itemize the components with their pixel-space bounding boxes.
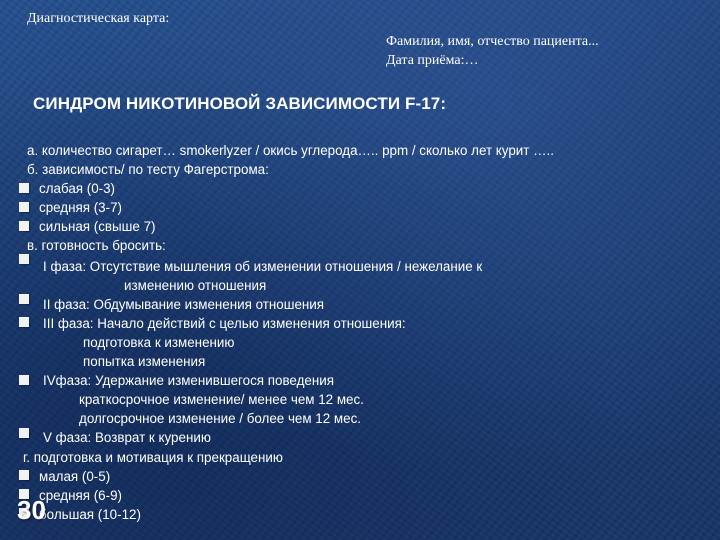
square-bullet-icon [19,317,29,327]
square-bullet-icon [19,470,29,480]
square-bullet-icon [19,202,29,212]
list-item-weak: слабая (0-3) [39,181,116,196]
slide-number: 30 [17,495,46,525]
list-item-strong: сильная (свыше 7) [39,219,156,234]
list-item-phase-5: V фаза: Возврат к курению [43,430,211,445]
item-b-dependence: б. зависимость/ по тесту Фагерстрома: [27,162,269,177]
item-a-cigarette-count: а. количество сигарет… smokerlyzer / окись углерода….. ppm / сколько лет курит ….. [27,143,554,158]
header-left-label: Диагностическая карта: [27,11,170,26]
list-item-phase-4-long: долгосрочное изменение / более чем 12 мес. [79,411,361,426]
list-item-phase-1-cont: изменению отношения [124,278,267,293]
page-title: СИНДРОМ НИКОТИНОВОЙ ЗАВИСИМОСТИ F-17: [33,94,447,113]
list-item-phase-3: III фаза: Начало действий с целью изменения отношения: [43,316,406,331]
list-item-medium: средняя (3-7) [39,200,122,215]
item-v-readiness: в. готовность бросить: [27,238,166,253]
list-item-phase-4-short: краткосрочное изменение/ менее чем 12 мес. [79,392,364,407]
square-bullet-icon [19,428,29,438]
patient-name-field-label: Фамилия, имя, отчество пациента... [386,34,599,49]
list-item-phase-4: IVфаза: Удержание изменившегося поведения [43,373,334,388]
square-bullet-icon [19,254,29,264]
square-bullet-icon [19,183,29,193]
list-item-low: малая (0-5) [39,469,111,484]
square-bullet-icon [19,294,29,304]
square-bullet-icon [19,221,29,231]
list-item-phase-1: I фаза: Отсутствие мышления об изменении отношения / нежелание к [43,259,483,274]
list-item-phase-3-attempt: попытка изменения [83,354,206,369]
list-item-phase-2: II фаза: Обдумывание изменения отношения [43,297,325,312]
list-item-phase-3-preparation: подготовка к изменению [83,335,235,350]
item-g-motivation: г. подготовка и мотивация к прекращению [23,450,283,465]
list-item-mid: средняя (6-9) [39,488,122,503]
visit-date-field-label: Дата приёма:… [386,53,479,68]
square-bullet-icon [19,375,29,385]
list-item-high: большая (10-12) [39,507,141,522]
